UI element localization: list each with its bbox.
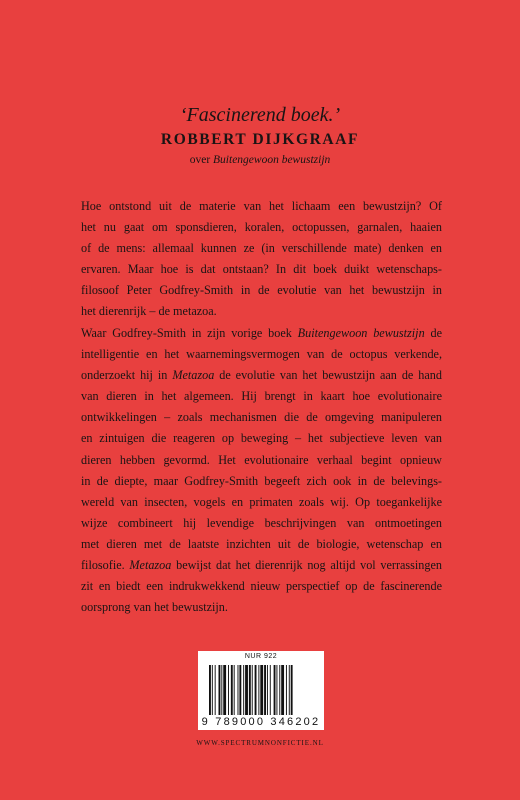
barcode-bars (209, 665, 313, 715)
text-line: Waar Godfrey-Smith in zijn vorige boek Buitengewoon bewustzijn de (81, 326, 442, 340)
barcode-bar (239, 665, 241, 715)
text-line: het dierenrijk – de metazoa. (81, 304, 217, 319)
text-line: met dieren met de laatste inzichten uit de biologie, wetenschap en (81, 536, 442, 551)
barcode-bar (223, 665, 226, 715)
barcode-bar (255, 665, 257, 715)
text-line: onderzoekt hij in Metazoa de evolutie van het bewustzijn aan de hand (81, 368, 442, 383)
text-line: intelligentie en het waarnemingsvermogen van de octopus verkende, (81, 347, 442, 362)
nur-code: NUR 922 (198, 651, 324, 662)
barcode-bar (291, 665, 293, 715)
barcode-bar (221, 665, 222, 715)
blurb-paragraph-2 (81, 323, 442, 618)
barcode-bar (209, 665, 211, 715)
text-line: of de mens: allemaal kunnen ze (in verschillende mate) denken en (81, 241, 442, 256)
text-line: ervaren. Maar hoe is dat ontstaan? In dit boek duikt wetenschaps- (81, 262, 442, 277)
source-title: Buitengewoon bewustzijn (213, 154, 331, 166)
publisher-url[interactable]: WWW.SPECTRUMNONFICTIE.NL (196, 739, 324, 747)
review-quote: ‘Fascinerend boek.’ (179, 104, 341, 126)
barcode-bar (228, 665, 229, 715)
barcode-bar (267, 665, 268, 715)
barcode-bar (258, 665, 259, 715)
text-line: filosofie. Metazoa bewijst dat het dierenrijk nog altijd vol verrassingen (81, 558, 442, 573)
review-source (0, 154, 520, 166)
barcode-bar (289, 665, 290, 715)
text-line: en zintuigen die reageren op beweging – het subjectieve leven van (81, 431, 442, 446)
text-line: het nu gaat om sponsdieren, koralen, octopussen, garnalen, haaien (81, 220, 442, 235)
text-line: ontwikkelingen – zoals mechanismen die de omgeving manipuleren (81, 410, 442, 425)
barcode-bar (245, 665, 248, 715)
isbn-barcode (198, 662, 324, 730)
barcode-bar (281, 665, 284, 715)
blurb-paragraph-1 (81, 196, 442, 323)
barcode-bar (231, 665, 233, 715)
barcode-bar (270, 665, 271, 715)
barcode-bar (238, 665, 239, 715)
barcode-bar (243, 665, 244, 715)
barcode-bar (252, 665, 253, 715)
review-author: ROBBERT DIJKGRAAF (160, 131, 360, 148)
barcode-bar (234, 665, 235, 715)
barcode-bar (212, 665, 213, 715)
text-line: wijze combineert hij levendige beschrijvingen van ontmoetingen (81, 515, 442, 530)
source-prefix: over (189, 154, 214, 166)
barcode-bar (219, 665, 221, 715)
text-line: dieren hebben gevormd. Het evolutionaire verhaal begint opnieuw (81, 452, 442, 467)
text-line: zit en biedt een indrukwekkend nieuw perspectief op de fascinerende (81, 579, 442, 594)
text-line: filosoof Peter Godfrey-Smith in de evolutie van het bewustzijn in (81, 283, 442, 298)
barcode-bar (215, 665, 216, 715)
barcode-bar (260, 665, 263, 715)
text-line: oorsprong van het bewustzijn. (81, 600, 228, 615)
barcode-bar (249, 665, 251, 715)
barcode-bar (286, 665, 287, 715)
barcode-bar (279, 665, 280, 715)
text-line: in de diepte, maar Godfrey-Smith begeeft zich ook in de belevings- (81, 473, 442, 488)
isbn-number: 9 789000 346202 (201, 716, 321, 728)
text-line: Hoe ontstond uit de materie van het lichaam een bewustzijn? Of (81, 199, 442, 213)
barcode-bar (274, 665, 276, 715)
barcode-bar (264, 665, 266, 715)
text-line: van dieren in het algemeen. Hij brengt in kaart hoe evolutionaire (81, 389, 442, 404)
barcode-bar (276, 665, 277, 715)
text-line: wereld van insecten, vogels en primaten zoals wij. Op toegankelijke (81, 494, 442, 509)
